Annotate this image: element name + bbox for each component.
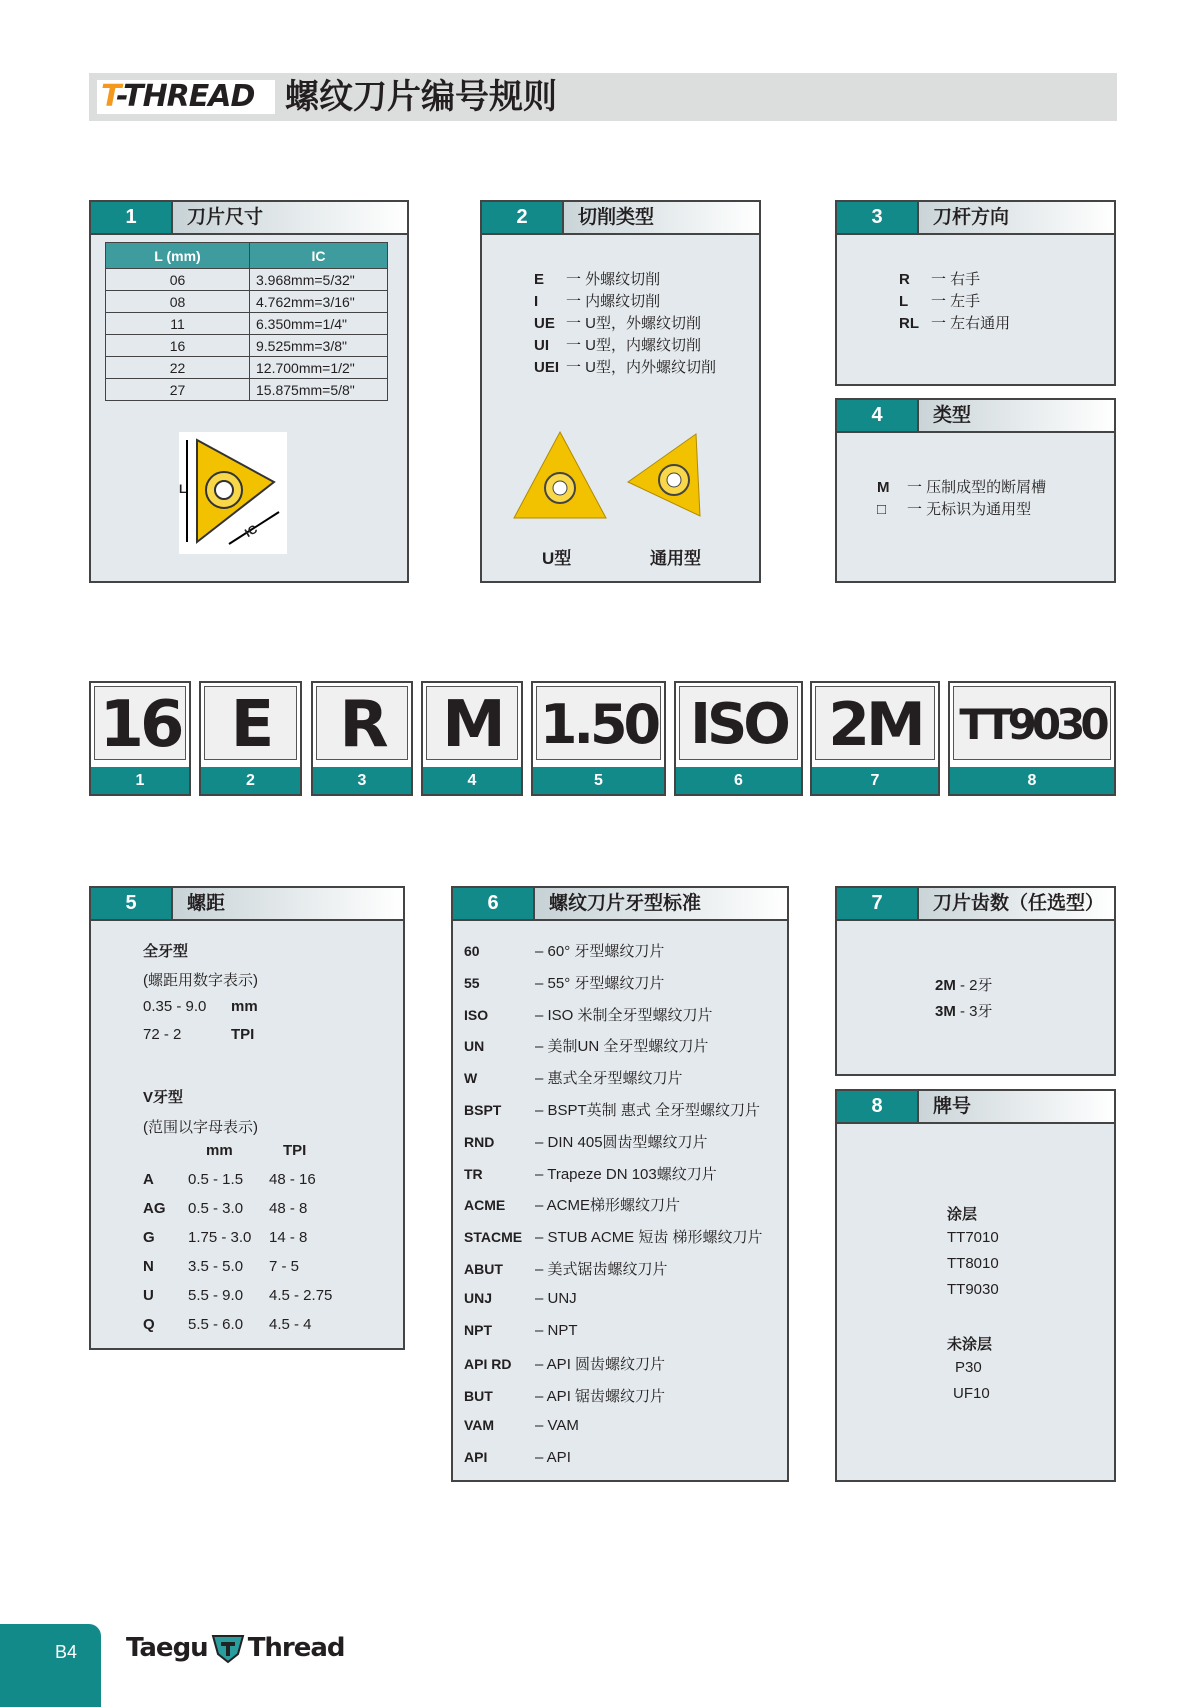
section-number: 7 <box>837 888 919 919</box>
col-header: TPI <box>283 1142 307 1159</box>
cell: 06 <box>106 269 250 291</box>
code-box: 2M 7 <box>810 681 940 796</box>
code-box: E 2 <box>199 681 302 796</box>
section-holder-direction <box>835 200 1116 386</box>
full-profile-note: (螺距用数字表示) <box>143 972 258 989</box>
section-number: 3 <box>837 202 919 233</box>
section-pitch <box>89 886 405 1350</box>
dim-ic-label: IC <box>242 521 260 541</box>
list-item: Q 5.5 - 6.0 4.5 - 4 <box>143 1316 312 1333</box>
page-header <box>89 73 1117 121</box>
list-item: UN – 美制UN 全牙型螺纹刀片 <box>464 1038 709 1056</box>
cell: 6.350mm=1/4" <box>250 313 388 335</box>
cell: 9.525mm=3/8" <box>250 335 388 357</box>
list-item: 2M - 2牙 <box>935 977 993 994</box>
code-box: 16 1 <box>89 681 191 796</box>
section-teeth-count <box>835 886 1116 1076</box>
general-type-caption: 通用型 <box>650 549 701 568</box>
general-type-insert-icon <box>624 430 706 522</box>
section-grade <box>835 1089 1116 1482</box>
list-item: W – 惠式全牙型螺纹刀片 <box>464 1070 683 1088</box>
list-item: ACME – ACME梯形螺纹刀片 <box>464 1197 681 1215</box>
col-header: mm <box>206 1142 233 1159</box>
section-title: 牌号 <box>933 1095 972 1117</box>
section-thread-standard <box>451 886 789 1482</box>
v-profile-note: (范围以字母表示) <box>143 1119 258 1136</box>
size-table <box>105 242 388 401</box>
u-type-caption: U型 <box>542 549 572 568</box>
table-row <box>106 335 388 357</box>
cell: 27 <box>106 379 250 401</box>
cell: 16 <box>106 335 250 357</box>
list-item: ABUT – 美式锯齿螺纹刀片 <box>464 1261 668 1278</box>
code-box: R 3 <box>311 681 413 796</box>
section-number: 5 <box>91 888 173 919</box>
list-item: □ 一 无标识为通用型 <box>877 501 1032 518</box>
section-title: 类型 <box>933 404 972 426</box>
list-item: 72 - 2 TPI <box>143 1026 255 1043</box>
dim-l-label: L <box>179 482 187 496</box>
col-header: IC <box>250 243 388 269</box>
section-number: 2 <box>482 202 564 233</box>
list-item: 0.35 - 9.0 mm <box>143 998 258 1015</box>
table-row <box>106 357 388 379</box>
section-number: 4 <box>837 400 919 431</box>
list-item: R 一 右手 <box>899 271 981 288</box>
coated-heading: 涂层 <box>947 1206 978 1223</box>
list-item: N 3.5 - 5.0 7 - 5 <box>143 1258 300 1275</box>
cell: 08 <box>106 291 250 313</box>
code-box: M 4 <box>421 681 523 796</box>
section-insert-size <box>89 200 409 583</box>
list-item: 60 – 60° 牙型螺纹刀片 <box>464 943 665 960</box>
table-row <box>106 269 388 291</box>
page-number-tab <box>0 1624 101 1707</box>
page-number: B4 <box>54 1642 77 1662</box>
t-thread-logo: T-THREAD <box>97 80 275 114</box>
list-item: U 5.5 - 9.0 4.5 - 2.75 <box>143 1287 333 1304</box>
section-title: 螺距 <box>187 892 226 914</box>
section-cut-type <box>480 200 761 583</box>
grade-item: TT7010 <box>947 1229 999 1246</box>
list-item: BSPT – BSPT英制 惠式 全牙型螺纹刀片 <box>464 1102 761 1119</box>
list-item: M 一 压制成型的断屑槽 <box>877 479 1047 496</box>
section-number: 1 <box>91 202 173 233</box>
list-item: UI 一 U型，内螺纹切削 <box>534 337 702 354</box>
list-item: I 一 内螺纹切削 <box>534 293 661 310</box>
list-item: 3M - 3牙 <box>935 1003 993 1020</box>
section-title: 螺纹刀片牙型标准 <box>549 892 702 914</box>
cell: 12.700mm=1/2" <box>250 357 388 379</box>
section-number: 6 <box>453 888 535 919</box>
cell: 4.762mm=3/16" <box>250 291 388 313</box>
code-box: ISO 6 <box>674 681 803 796</box>
list-item: API – API <box>464 1448 571 1466</box>
cell: 3.968mm=5/32" <box>250 269 388 291</box>
insert-triangle-icon <box>179 432 287 554</box>
table-row <box>106 291 388 313</box>
insert-dimension-diagram <box>179 432 287 554</box>
section-title: 切削类型 <box>578 206 655 228</box>
col-header: L (mm) <box>106 243 250 269</box>
list-item: RL 一 左右通用 <box>899 315 1011 332</box>
brand-text: Taegu <box>126 1633 208 1663</box>
list-item: ISO – ISO 米制全牙型螺纹刀片 <box>464 1006 713 1024</box>
table-row <box>106 379 388 401</box>
list-item: UEI 一 U型，内外螺纹切削 <box>534 359 717 376</box>
code-box: TT9030 8 <box>948 681 1116 796</box>
list-item: 55 – 55° 牙型螺纹刀片 <box>464 974 665 992</box>
grade-item: UF10 <box>953 1385 990 1402</box>
list-item: VAM – VAM <box>464 1417 579 1434</box>
list-item: NPT – NPT <box>464 1321 578 1339</box>
page-title: 螺纹刀片编号规则 <box>285 77 557 117</box>
list-item: API RD – API 圆齿螺纹刀片 <box>464 1356 666 1374</box>
cell: 22 <box>106 357 250 379</box>
list-item: RND – DIN 405圆齿型螺纹刀片 <box>464 1133 708 1151</box>
list-item: TR – Trapeze DN 103螺纹刀片 <box>464 1165 717 1183</box>
list-item: G 1.75 - 3.0 14 - 8 <box>143 1229 308 1246</box>
table-row <box>106 313 388 335</box>
grade-item: P30 <box>955 1359 982 1376</box>
section-title: 刀片齿数（任选型） <box>933 892 1105 914</box>
list-item: L 一 左手 <box>899 293 981 310</box>
list-item: UE 一 U型，外螺纹切削 <box>534 315 702 332</box>
u-type-insert-icon <box>512 430 608 522</box>
cell: 15.875mm=5/8" <box>250 379 388 401</box>
section-number: 8 <box>837 1091 919 1122</box>
section-type <box>835 398 1116 583</box>
list-item: BUT – API 锯齿螺纹刀片 <box>464 1388 666 1406</box>
uncoated-heading: 未涂层 <box>947 1336 993 1353</box>
list-item: STACME – STUB ACME 短齿 梯形螺纹刀片 <box>464 1229 763 1247</box>
brand-text: Thread <box>247 1633 345 1663</box>
v-profile-heading: V牙型 <box>143 1089 184 1106</box>
brand-logo <box>126 1632 345 1664</box>
grade-item: TT9030 <box>947 1281 999 1298</box>
section-title: 刀杆方向 <box>933 206 1010 228</box>
section-title: 刀片尺寸 <box>187 206 264 228</box>
full-profile-heading: 全牙型 <box>143 943 189 960</box>
list-item: AG 0.5 - 3.0 48 - 8 <box>143 1200 308 1217</box>
list-item: A 0.5 - 1.5 48 - 16 <box>143 1171 316 1188</box>
code-box: 1.50 5 <box>531 681 666 796</box>
list-item: E 一 外螺纹切削 <box>534 271 661 288</box>
brand-shield-icon <box>210 1632 246 1664</box>
list-item: UNJ – UNJ <box>464 1289 577 1307</box>
grade-item: TT8010 <box>947 1255 999 1272</box>
cell: 11 <box>106 313 250 335</box>
